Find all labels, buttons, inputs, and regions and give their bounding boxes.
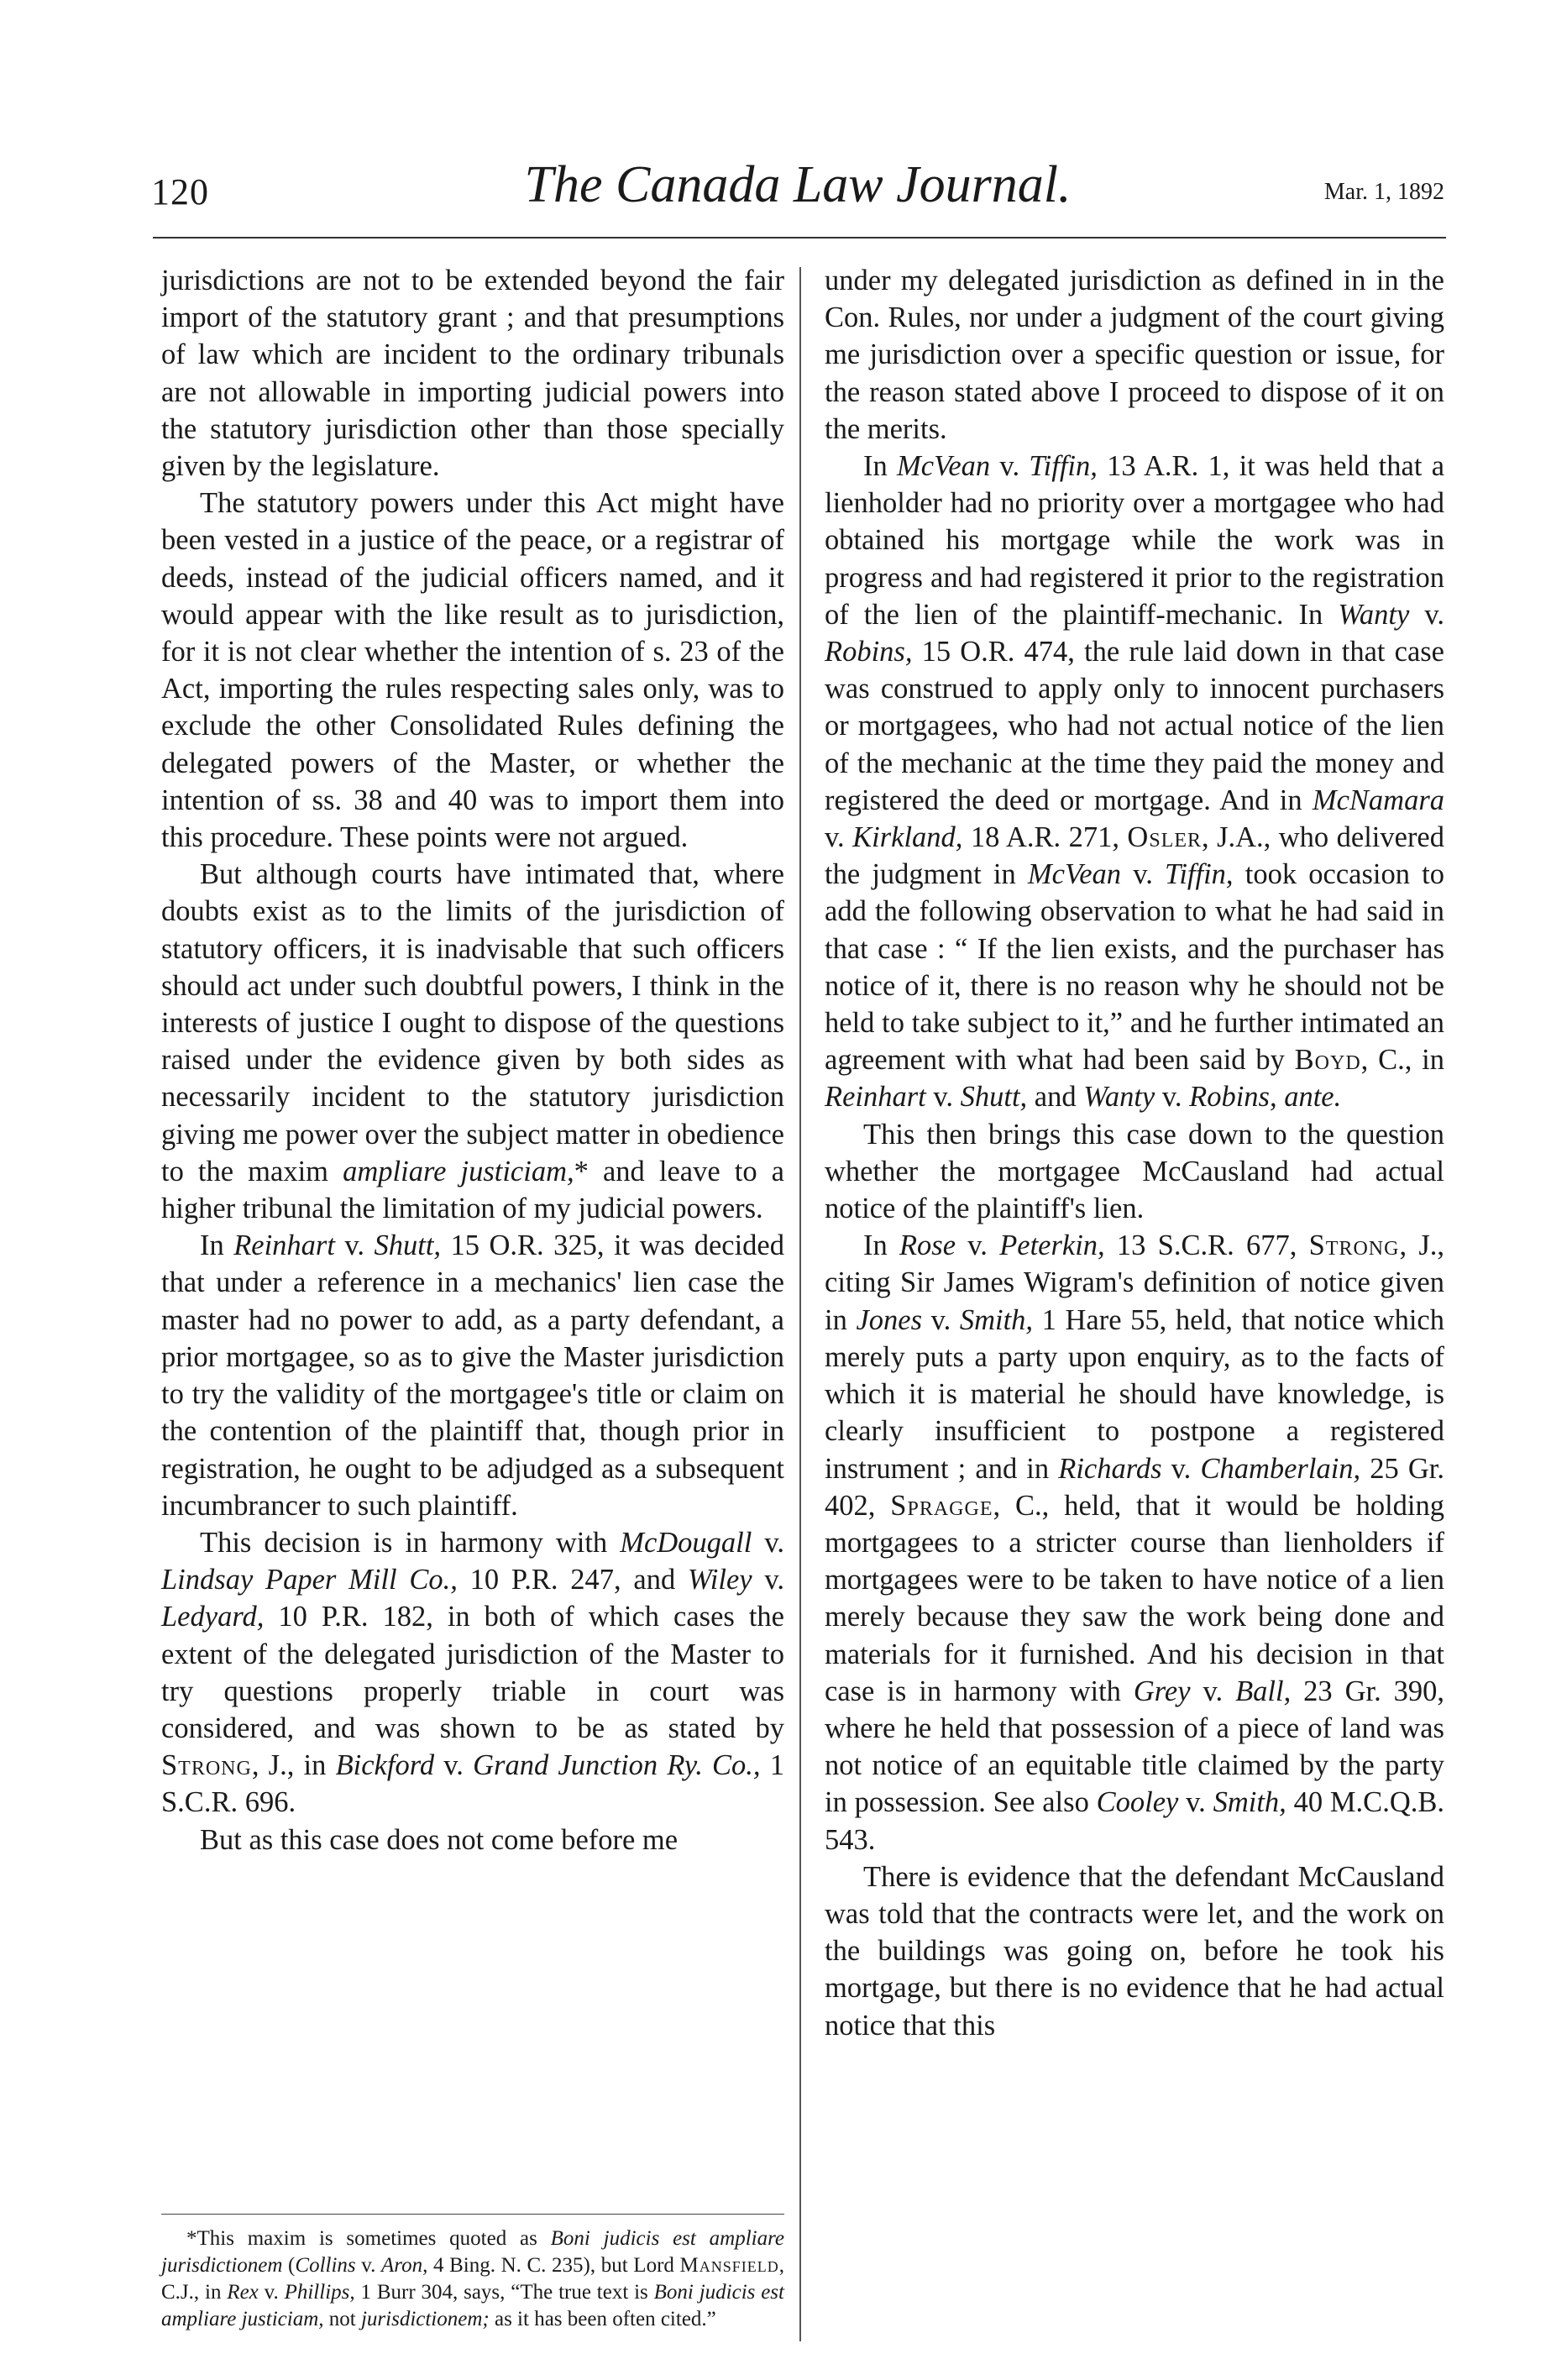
paragraph: In McVean v. Tiffin, 13 A.R. 1, it was held that a lienholder had no priority over a mortgagee who had obtained his mortgage while the work was in progress and had registered it prior to the registration of the lien of the plaintiff-mechanic. In Wanty v. Robins, 15 O.R. 474, the rule laid down in that case was construed to apply only to innocent purchasers or mortgagees, who had not actual notice of the lien of the mechanic at the time they paid the money and registered the deed or mortgage. And in McNamara v. Kirkland, 18 A.R. 271, Osler, J.A., who delivered the judgment in McVean v. Tiffin, took occasion to add the following observation to what he had said in that case : “ If the lien exists, and the purchaser has notice of it, there is no reason why he should not be held to take subject to it,” and he further intimated an agreement with what had been said by Boyd, C., in Reinhart v. Shutt, and Wanty v. Robins, ante.	[825, 450, 1445, 1114]
case-name: Reinhart	[233, 1229, 335, 1262]
paragraph: The statutory powers under this Act might have been vested in a justice of the peace, or a registrar of deeds, instead of the judicial officers named, and it would appear with the like result as to jurisdiction, for it is not clear whether the intention of s. 23 of the Act, importing the rules respecting sales only, was to exclude the other Consolidated Rules defining the delegated powers of the Master, or whether the intention of ss. 38 and 40 was to import them into this procedure. These points were not argued.	[161, 487, 784, 854]
paragraph: But although courts have intimated that, where doubts exist as to the limits of the jurisdiction of statutory officers, it is inadvisable that such officers should act under such doubtful powers, I think in the interests of justice I ought to dispose of the questions raised under the evidence given by both sides as necessarily incident to the statutory jurisdiction giving me power over the subject matter in obedience to the maxim ampliare justiciam,* and leave to a higher tribunal the limitation of my judicial powers.	[161, 858, 784, 1225]
issue-date: Mar. 1, 1892	[1323, 179, 1444, 205]
paragraph: jurisdictions are not to be extended beyond the fair import of the statutory grant ; and that presumptions of law which are incident to the ordinary tribunals are not allowable in importing judicial powers into the statutory jurisdiction other than those specially given by the legislature.	[161, 265, 784, 483]
journal-title: The Canada Law Journal.	[524, 156, 1072, 213]
paragraph: under my delegated jurisdiction as defined in in the Con. Rules, nor under a judgment of the court giving me jurisdiction over a specific question or issue, for the reason stated above I proceed to dispose of it on the merits.	[825, 265, 1444, 445]
page-header	[151, 155, 1444, 223]
case-name: Ledyard,	[161, 1601, 265, 1633]
paragraph: In Reinhart v. Shutt, 15 O.R. 325, it was decided that under a reference in a mechanics' lien case the master had no power to add, as a party defendant, a prior mortgagee, so as to give the Master jurisdiction to try the validity of the mortgagee's title or claim on the contention of the plaintiff that, though prior in registration, he ought to be adjudged as a subsequent incumbrancer to such plaintiff.	[161, 1229, 784, 1522]
footnote: *This maxim is sometimes quoted as Boni judicis est ampliare jurisdictionem (Collins v. Aron, 4 Bing. N. C. 235), but Lord Mansfield, C.J., in Rex v. Phillips, 1 Burr 304, says, “The true text is Boni judicis est ampliare justiciam, not jurisdictionem; as it has been often cited.”	[161, 2227, 784, 2330]
footnote-rule	[161, 2214, 784, 2215]
paragraph: This decision is in harmony with McDougall v. Lindsay Paper Mill Co., 10 P.R. 247, and Wiley v. Ledyard, 10 P.R. 182, in both of which cases the extent of the delegated jurisdiction of the Master to try questions properly triable in court was considered, and was shown to be as stated by Strong, J., in Bickford v. Grand Junction Ry. Co., 1 S.C.R. 696.	[161, 1526, 785, 1819]
case-name: Shutt,	[374, 1229, 442, 1262]
paragraph: This then brings this case down to the question whether the mortgagee McCausland had actual notice of the plaintiff's lien.	[825, 1118, 1444, 1225]
case-name: McDougall	[620, 1526, 752, 1559]
paragraph: But as this case does not come before me	[200, 1823, 679, 1856]
case-name: Wiley	[687, 1564, 752, 1596]
case-name: Grand Junction Ry. Co.,	[473, 1749, 761, 1782]
header-rule	[153, 237, 1446, 239]
paragraph: In Rose v. Peterkin, 13 S.C.R. 677, Strong, J., citing Sir James Wigram's definition of notice given in Jones v. Smith, 1 Hare 55, held, that notice which merely puts a party upon enquiry, as to the facts of which it is material he should have knowledge, is clearly insufficient to postpone a registered instrument ; and in Richards v. Chamberlain, 25 Gr. 402, Spragge, C., held, that it would be holding mortgagees to a stricter course than lienholders if mortgagees were to be taken to have notice of a lien merely because they saw the work being done and materials for it furnished. And his decision in that case is in harmony with Grey v. Ball, 23 Gr. 390, where he held that possession of a piece of land was not notice of an equitable title claimed by the party in possession. See also Cooley v. Smith, 40 M.C.Q.B. 543.	[825, 1229, 1445, 1856]
left-column	[161, 262, 784, 1858]
case-name: Bickford	[335, 1749, 435, 1782]
judge-name: Strong	[161, 1749, 252, 1782]
column-divider	[799, 267, 801, 2341]
right-column	[825, 262, 1444, 2044]
maxim: ampliare justiciam,	[343, 1155, 574, 1187]
case-name: Lindsay Paper Mill Co.,	[161, 1564, 458, 1596]
page-number: 120	[151, 171, 209, 212]
paragraph: There is evidence that the defendant McCausland was told that the contracts were let, and the work on the buildings was going on, before he took his mortgage, but there is no evidence that he had actual notice that this	[825, 1860, 1444, 2042]
